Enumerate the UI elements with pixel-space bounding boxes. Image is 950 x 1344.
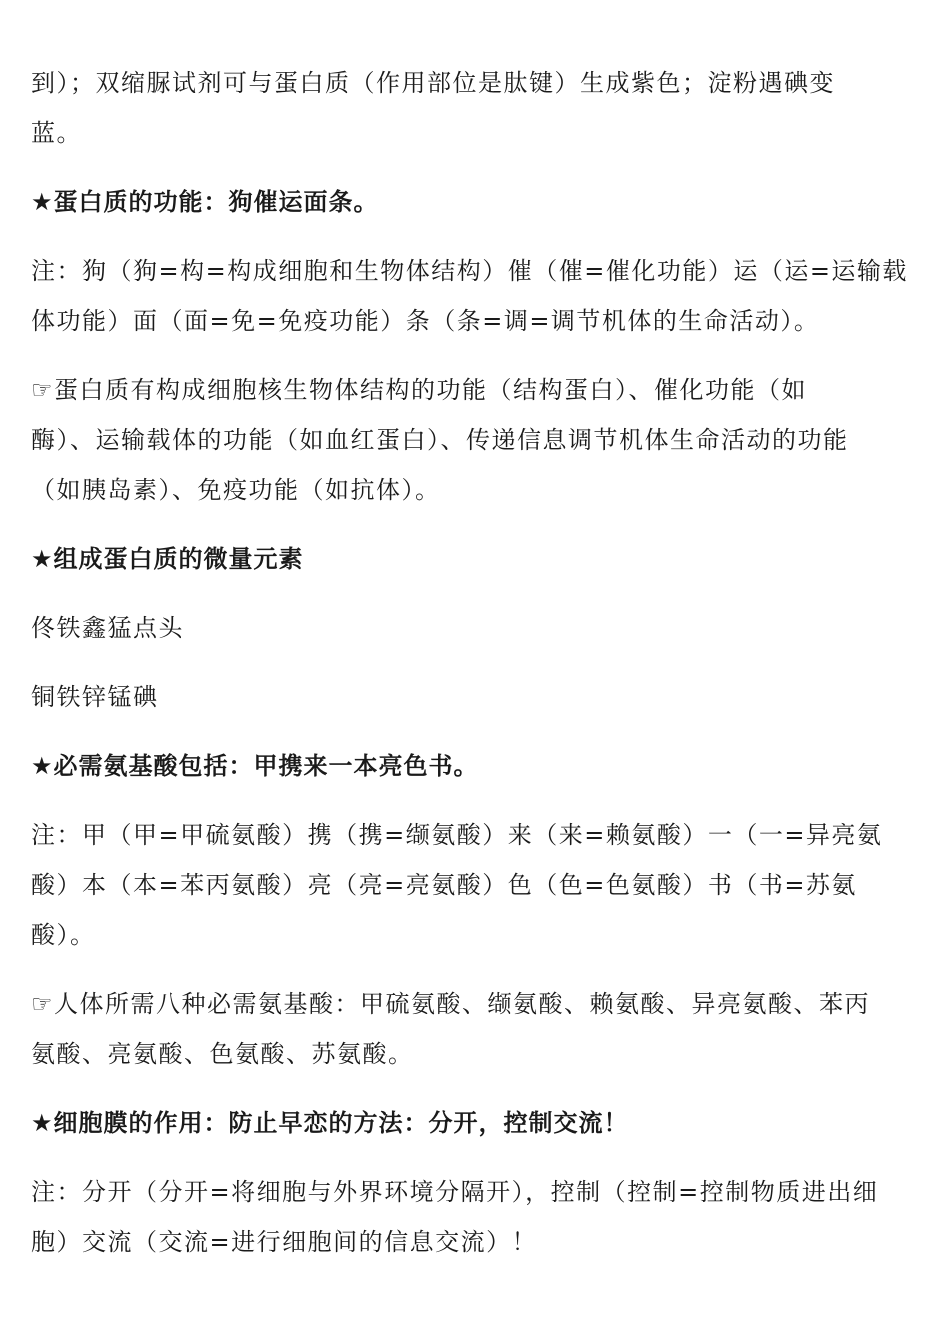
note-protein-function	[31, 246, 920, 346]
text-line: 铜铁锌锰碘	[31, 683, 159, 711]
heading-text: ★细胞膜的作用：防止早恋的方法：分开，控制交流！	[31, 1109, 629, 1137]
text-line: （如胰岛素）、免疫功能（如抗体）。	[31, 476, 441, 504]
tip-essential-amino-acids	[31, 979, 920, 1079]
heading-essential-amino-acids	[31, 741, 920, 791]
mnemonic-trace-elements	[31, 603, 920, 653]
intro-paragraph	[31, 58, 920, 158]
text-line: 注：分开（分开=将细胞与外界环境分隔开），控制（控制=控制物质进出细	[31, 1178, 879, 1206]
text-line: 胞）交流（交流=进行细胞间的信息交流）！	[31, 1228, 538, 1256]
text-line: 酸）本（本=苯丙氨酸）亮（亮=亮氨酸）色（色=色氨酸）书（书=苏氨	[31, 871, 857, 899]
text-line: 蓝。	[31, 119, 82, 147]
tip-protein-function	[31, 365, 920, 515]
text-line: 注：狗（狗=构=构成细胞和生物体结构）催（催=催化功能）运（运=运输载	[31, 257, 908, 285]
note-cell-membrane	[31, 1167, 920, 1267]
heading-trace-elements	[31, 534, 920, 584]
heading-text: ★必需氨基酸包括：甲携来一本亮色书。	[31, 752, 479, 780]
text-line: 酶）、运输载体的功能（如血红蛋白）、传递信息调节机体生命活动的功能	[31, 426, 849, 454]
text-line: 到）；双缩脲试剂可与蛋白质（作用部位是肽键）生成紫色；淀粉遇碘变	[31, 69, 835, 97]
text-line: 佟铁鑫猛点头	[31, 614, 184, 642]
list-trace-elements	[31, 672, 920, 722]
text-line: 体功能）面（面=免=免疫功能）条（条=调=调节机体的生命活动）。	[31, 307, 820, 335]
text-line: 酸）。	[31, 921, 96, 949]
text-line: 氨酸、亮氨酸、色氨酸、苏氨酸。	[31, 1040, 414, 1068]
text-line: ☞蛋白质有构成细胞核生物体结构的功能（结构蛋白）、催化功能（如	[31, 376, 808, 404]
note-essential-amino-acids	[31, 810, 920, 960]
heading-text: ★蛋白质的功能：狗催运面条。	[31, 188, 379, 216]
text-line: ☞人体所需八种必需氨基酸：甲硫氨酸、缬氨酸、赖氨酸、异亮氨酸、苯丙	[31, 990, 871, 1018]
heading-cell-membrane	[31, 1098, 920, 1148]
heading-protein-function	[31, 177, 920, 227]
text-line: 注：甲（甲=甲硫氨酸）携（携=缬氨酸）来（来=赖氨酸）一（一=异亮氨	[31, 821, 883, 849]
heading-text: ★组成蛋白质的微量元素	[31, 545, 304, 573]
